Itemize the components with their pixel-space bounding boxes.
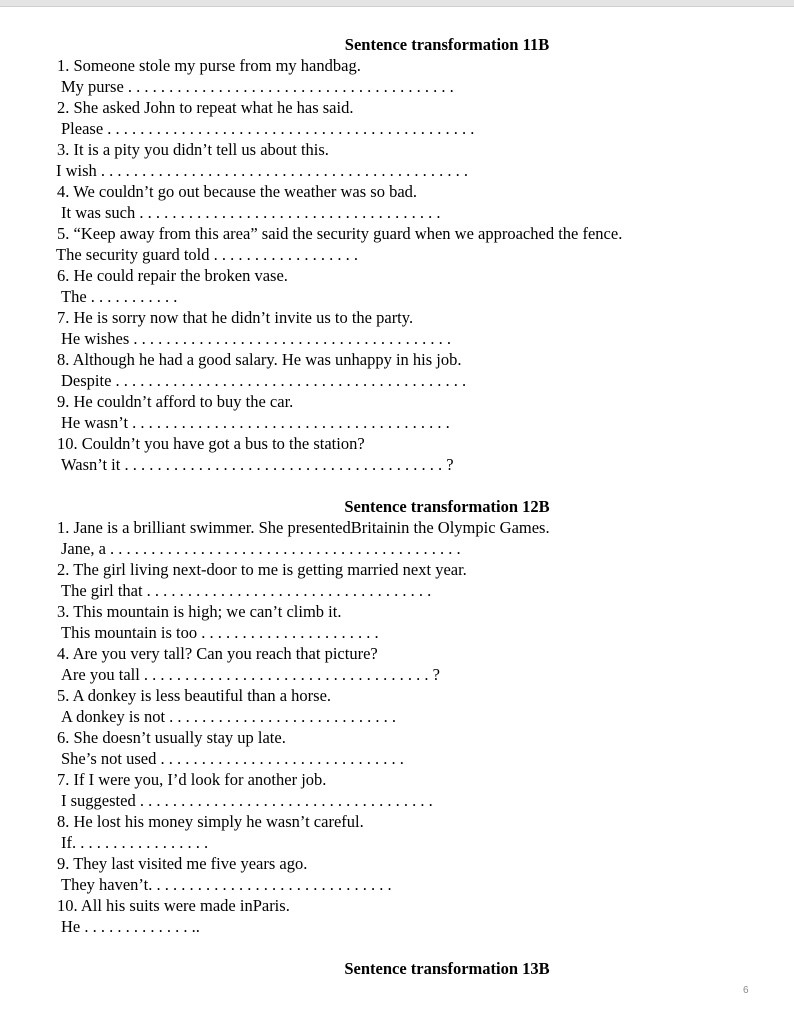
question-line: 5. A donkey is less beautiful than a horse. xyxy=(57,686,332,705)
question-line: 9. They last visited me five years ago. xyxy=(57,854,308,873)
question-line: 4. We couldn’t go out because the weather was so bad. xyxy=(57,182,418,201)
answer-line: Jane, a . . . . . . . . . . . . . . . . . . . . . . . . . . . . . . . . . . . . . . . . . . . xyxy=(61,539,461,558)
answer-line: Are you tall . . . . . . . . . . . . . . . . . . . . . . . . . . . . . . . . . . . ? xyxy=(61,665,441,684)
answer-line: Please . . . . . . . . . . . . . . . . . . . . . . . . . . . . . . . . . . . . . . . . . . . . . xyxy=(61,119,475,138)
question-line: 1. Jane is a brilliant swimmer. She presentedBritainin the Olympic Games. xyxy=(57,518,550,537)
section-heading: Sentence transformation 12B xyxy=(344,497,550,516)
question-line: 5. “Keep away from this area” said the security guard when we approached the fence. xyxy=(57,224,623,243)
question-line: 8. Although he had a good salary. He was unhappy in his job. xyxy=(57,350,462,369)
answer-line: Wasn’t it . . . . . . . . . . . . . . . . . . . . . . . . . . . . . . . . . . . . . . . ? xyxy=(61,455,454,474)
question-line: 3. It is a pity you didn’t tell us about this. xyxy=(57,140,329,159)
answer-line: They haven’t. . . . . . . . . . . . . . . . . . . . . . . . . . . . . . xyxy=(61,875,392,894)
answer-line: If. . . . . . . . . . . . . . . . . xyxy=(61,833,209,852)
exercise-section-11b xyxy=(0,34,794,475)
answer-line: A donkey is not . . . . . . . . . . . . . . . . . . . . . . . . . . . . xyxy=(61,707,397,726)
question-line: 1. Someone stole my purse from my handbag. xyxy=(57,56,361,75)
question-line: 2. She asked John to repeat what he has said. xyxy=(57,98,354,117)
answer-line: It was such . . . . . . . . . . . . . . . . . . . . . . . . . . . . . . . . . . . . . xyxy=(61,203,441,222)
question-line: 7. If I were you, I’d look for another job. xyxy=(57,770,327,789)
answer-line: My purse . . . . . . . . . . . . . . . . . . . . . . . . . . . . . . . . . . . . . . . . xyxy=(61,77,454,96)
section-heading: Sentence transformation 13B xyxy=(344,959,550,978)
question-line: 3. This mountain is high; we can’t climb it. xyxy=(57,602,342,621)
exercise-section-13b xyxy=(0,958,794,979)
question-line: 4. Are you very tall? Can you reach that picture? xyxy=(57,644,378,663)
answer-line: This mountain is too . . . . . . . . . . . . . . . . . . . . . . xyxy=(61,623,379,642)
question-line: 9. He couldn’t afford to buy the car. xyxy=(57,392,294,411)
answer-line: I suggested . . . . . . . . . . . . . . . . . . . . . . . . . . . . . . . . . . . . xyxy=(61,791,433,810)
question-line: 6. He could repair the broken vase. xyxy=(57,266,288,285)
answer-line: She’s not used . . . . . . . . . . . . . . . . . . . . . . . . . . . . . . xyxy=(61,749,404,768)
question-line: 7. He is sorry now that he didn’t invite us to the party. xyxy=(57,308,414,327)
question-line: 10. Couldn’t you have got a bus to the station? xyxy=(57,434,365,453)
question-line: 8. He lost his money simply he wasn’t careful. xyxy=(57,812,364,831)
question-line: 10. All his suits were made inParis. xyxy=(57,896,290,915)
page-number: 6 xyxy=(743,985,749,996)
answer-line: He wasn’t . . . . . . . . . . . . . . . . . . . . . . . . . . . . . . . . . . . . . . . xyxy=(61,413,450,432)
answer-line: The security guard told . . . . . . . . . . . . . . . . . . xyxy=(56,245,358,264)
exercise-section-12b xyxy=(0,496,794,937)
section-heading: Sentence transformation 11B xyxy=(344,35,550,54)
answer-line: He . . . . . . . . . . . . . .. xyxy=(61,917,200,936)
question-line: 6. She doesn’t usually stay up late. xyxy=(57,728,286,747)
answer-line: The . . . . . . . . . . . xyxy=(61,287,178,306)
answer-line: He wishes . . . . . . . . . . . . . . . . . . . . . . . . . . . . . . . . . . . . . . . xyxy=(61,329,452,348)
question-line: 2. The girl living next-door to me is getting married next year. xyxy=(57,560,467,579)
answer-line: The girl that . . . . . . . . . . . . . . . . . . . . . . . . . . . . . . . . . . . xyxy=(61,581,432,600)
answer-line: I wish . . . . . . . . . . . . . . . . . . . . . . . . . . . . . . . . . . . . . . . . . . . . . xyxy=(56,161,469,180)
answer-line: Despite . . . . . . . . . . . . . . . . . . . . . . . . . . . . . . . . . . . . . . . . . . . xyxy=(61,371,467,390)
